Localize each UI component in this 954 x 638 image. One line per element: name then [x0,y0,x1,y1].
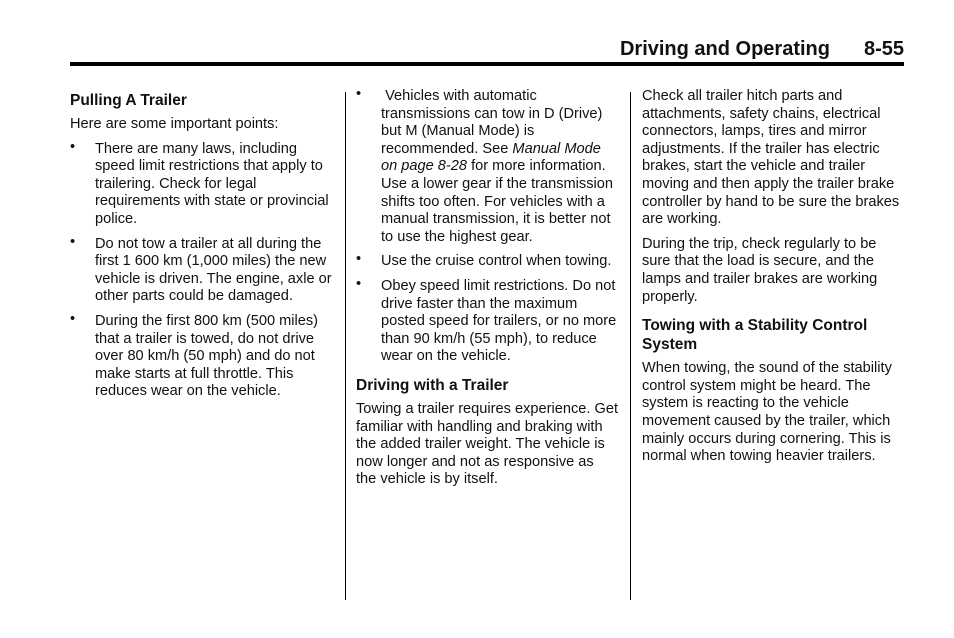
paragraph: During the trip, check regularly to be sure that the load is secure, and the lamps and trailer brakes are working properly. [642,235,878,305]
bullet-icon: • [70,310,76,327]
bullet-icon: • [70,233,76,250]
list-item [356,88,618,246]
paragraph: Towing a trailer requires experience. Get familiar with handling and braking with the added trailer weight. The vehicle is now longer and not as responsive as the vehicle is by itself. [356,400,619,488]
bullet-icon: • [70,138,76,155]
column-2 [356,88,618,496]
list-item-text: Do not tow a trailer at all during the first 1 600 km (1,000 miles) the new vehicle is driven. The engine, axle or other parts could be damaged. [95,235,332,305]
bullet-icon: • [356,251,362,268]
list-item-text: Use the cruise control when towing. [381,253,612,270]
list-item-text: During the first 800 km (500 miles) that a trailer is towed, do not drive over 80 km/h (50 mph) and do not make starts at full throttle. This reduces wear on the vehicle. [95,312,319,400]
column-3 [642,88,904,473]
heading-driving-with-a-trailer: Driving with a Trailer [356,376,509,394]
heading-stability-control: Towing with a Stability Control System [642,317,868,354]
intro-text: Here are some important points: [70,116,279,132]
column-divider-1 [345,92,346,600]
header-rule [70,62,904,66]
list-item-text: Obey speed limit restrictions. Do not drive faster than the maximum posted speed for trailers, or no more than 90 km/h (55 mph), to reduce wear on the vehicle. [381,277,617,365]
list-item [356,275,618,366]
cross-reference: Manual Mode on page 8-28 [381,140,601,175]
list-item-text: Vehicles with automatic transmissions can tow in D (Drive) but M (Manual Mode) is recommended. See [381,88,607,157]
list-item [70,233,332,306]
bullet-icon: • [356,275,362,292]
bullet-list-1 [70,138,332,401]
heading-pulling-a-trailer: Pulling A Trailer [70,92,187,109]
list-item [70,138,332,229]
section-title: Driving and Operating [619,38,830,60]
page-number: 8-55 [863,38,904,60]
paragraph: Check all trailer hitch parts and attachments, safety chains, electrical connectors, lamps, tires and mirror adjustments. If the trailer has electric brakes, start the vehicle and trailer moving and then apply the trailer brake controller by hand to be sure the brakes are working. [642,88,900,228]
list-item-text-cont: for more information. Use a lower gear if the transmission shifts too often. For vehicles with a manual transmission, it is better not to use the highest gear. [381,158,613,245]
bullet-list-2 [356,88,618,366]
column-divider-2 [630,92,631,600]
column-1 [70,88,332,408]
list-item [70,310,332,401]
paragraph: When towing, the sound of the stability control system might be heard. The system is reacting to the vehicle movement caused by the trailer, which mainly occurs during cornering. This is normal when towing heavier trailers. [642,360,892,465]
list-item [356,253,618,271]
bullet-icon: • [356,86,362,102]
list-item-text: There are many laws, including speed limit restrictions that apply to trailering. Check for legal requirements with state or provincial police. [95,140,329,227]
